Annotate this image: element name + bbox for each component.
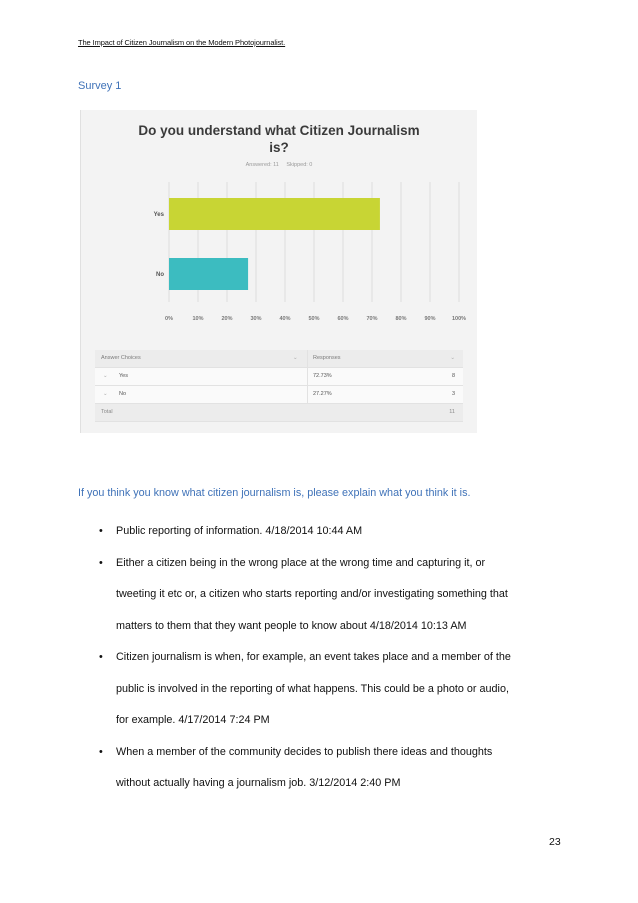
answer-table-header (95, 350, 463, 368)
answer-label: No (119, 391, 127, 397)
response-line: Either a citizen being in the wrong place at the wrong time and capturing it, or (116, 556, 486, 569)
category-label: Yes (153, 212, 164, 218)
response-line: When a member of the community decides to publish there ideas and thoughts (116, 745, 493, 758)
header-responses: Responses (313, 355, 341, 361)
answer-table (95, 350, 463, 422)
answer-count: 3 (451, 391, 455, 397)
bar-no (169, 258, 248, 290)
chart-title-line1: Do you understand what Citizen Journalism (138, 123, 420, 138)
response-line: public is involved in the reporting of what happens. This could be a photo or audio, (116, 682, 509, 695)
bullet-icon: • (99, 745, 103, 758)
table-total-row (95, 404, 463, 422)
response-list (99, 516, 569, 800)
chart-title-line2: is? (269, 140, 289, 155)
skipped-count: Skipped: 0 (286, 162, 313, 168)
table-row (95, 368, 463, 386)
x-tick-label: 0% (165, 316, 173, 322)
list-item (99, 516, 569, 548)
response-line: without actually having a journalism job. 3/12/2014 2:40 PM (116, 777, 401, 789)
x-tick-label: 60% (337, 316, 349, 322)
answer-percent: 27.27% (313, 391, 332, 397)
response-line: for example. 4/17/2014 7:24 PM (116, 714, 270, 726)
total-count: 11 (449, 409, 455, 415)
list-item (99, 737, 569, 800)
sort-chevron-icon[interactable]: ⌄ (293, 355, 298, 361)
bullet-icon: • (99, 651, 103, 663)
section-title: Survey 1 (78, 80, 122, 92)
table-row (95, 386, 463, 404)
x-tick-label: 20% (221, 316, 233, 322)
response-line: Citizen journalism is when, for example, an event takes place and a member of the (116, 651, 511, 663)
x-tick-label: 90% (424, 316, 436, 322)
bullet-icon: • (99, 525, 103, 537)
list-item (99, 548, 569, 643)
answer-label: Yes (119, 373, 128, 379)
expand-chevron-icon[interactable]: ⌄ (103, 373, 108, 379)
sort-chevron-icon[interactable]: ⌄ (450, 355, 455, 361)
x-tick-label: 70% (366, 316, 378, 322)
bullet-icon: • (99, 556, 103, 569)
x-tick-label: 10% (192, 316, 204, 322)
x-tick-label: 30% (250, 316, 262, 322)
x-tick-label: 40% (279, 316, 291, 322)
survey-result-screenshot (80, 110, 477, 433)
answered-count: Answered: 11 (245, 162, 279, 168)
answer-count: 8 (451, 373, 455, 379)
total-label: Total (101, 409, 113, 415)
running-header: The Impact of Citizen Journalism on the Modern Photojournalist. (78, 38, 286, 47)
list-item (99, 642, 569, 737)
x-tick-label: 80% (395, 316, 407, 322)
response-line: Public reporting of information. 4/18/2014 10:44 AM (116, 525, 363, 537)
response-line: tweeting it etc or, a citizen who starts reporting and/or investigating something that (116, 588, 508, 600)
x-tick-label: 50% (308, 316, 320, 322)
x-tick-label: 100% (451, 316, 467, 322)
header-answer-choices: Answer Choices (101, 355, 141, 361)
response-line: matters to them that they want people to know about 4/18/2014 10:13 AM (116, 619, 467, 632)
page-number: 23 (549, 836, 561, 848)
answer-percent: 72.73% (313, 373, 332, 379)
question-text: If you think you know what citizen journalism is, please explain what you think it is. (78, 487, 471, 499)
category-label: No (156, 272, 164, 278)
expand-chevron-icon[interactable]: ⌄ (103, 391, 108, 397)
bar-yes (169, 198, 380, 230)
bar-chart (81, 110, 477, 340)
